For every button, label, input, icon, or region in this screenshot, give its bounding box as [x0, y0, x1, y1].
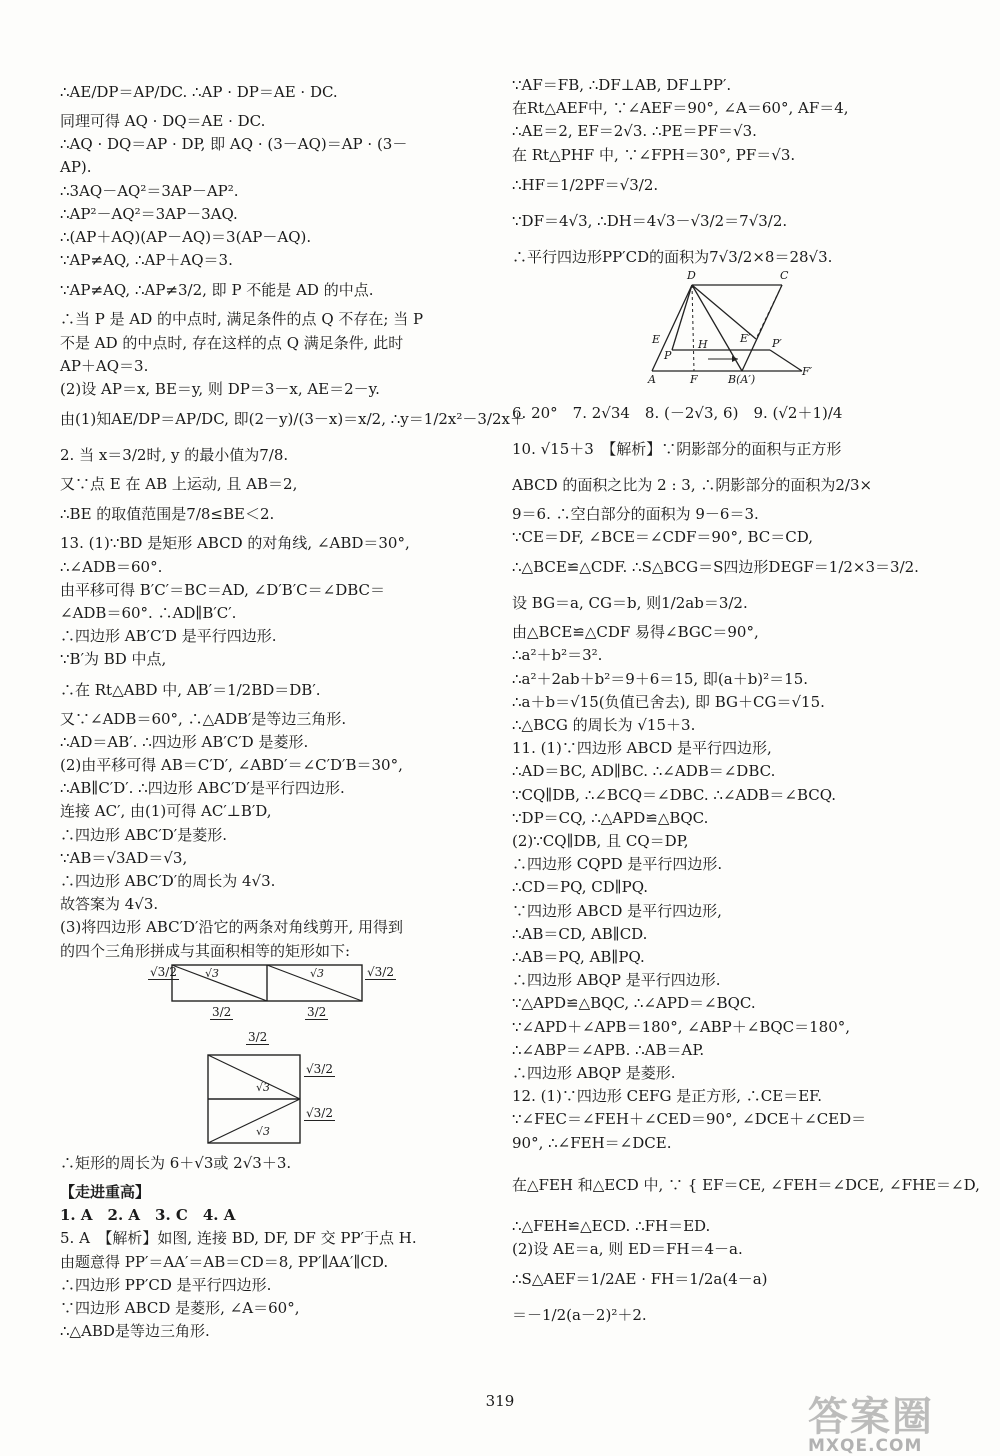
text-line: ∵AF＝FB, ∴DF⊥AB, DF⊥PP′.	[512, 76, 732, 94]
watermark-url: MXQE.COM	[808, 1436, 923, 1456]
text-line: ∴四边形 ABC′D′是菱形.	[60, 825, 227, 844]
text-line: 9＝6. ∴空白部分的面积为 9－6＝3.	[512, 504, 759, 523]
diag-label: √3	[310, 966, 325, 980]
text-line: ABCD 的面积之比为 2 : 3, ∴阴影部分的面积为2/3×	[512, 475, 873, 494]
side-label-right: √3/2	[367, 964, 394, 979]
watermark-logo	[808, 1385, 934, 1456]
point-label: E′	[740, 331, 751, 345]
text-line: ∵CQ∥DB, ∴∠BCQ＝∠DBC. ∴∠ADB＝∠BCQ.	[512, 785, 837, 804]
diag-label: √3	[256, 1080, 271, 1094]
text-line: 2. 当 x＝3/2时, y 的最小值为7/8.	[60, 446, 289, 465]
text-line: ∴四边形 AB′C′D 是平行四边形.	[60, 627, 277, 646]
text-line: ∴a²＋2ab＋b²＝9＋6＝15, 即(a＋b)²＝15.	[512, 669, 809, 688]
point-label: E	[652, 332, 661, 346]
text-line: ∵∠APD＋∠APB＝180°, ∠ABP＋∠BQC＝180°,	[512, 1017, 851, 1036]
text-line: 6. 20° 7. 2√34 8. (－2√3, 6) 9. (√2＋1)/4	[512, 403, 843, 422]
left-column	[60, 74, 525, 1343]
text-line: ∴当 P 是 AD 的中点时, 满足条件的点 Q 不存在; 当 P	[60, 310, 424, 329]
text-line: ∵B′为 BD 中点,	[60, 650, 167, 669]
text-line: ∴平行四边形PP′CD的面积为7√3/2×8＝28√3.	[512, 247, 833, 266]
text-line: (2)设 AP＝x, BE＝y, 则 DP＝3－x, AE＝2－y.	[60, 380, 380, 399]
rectangle-figure-1	[60, 963, 470, 1035]
text-line: 由(1)知AE/DP＝AP/DC, 即(2－y)/(3－x)＝x/2, ∴y＝1/2x²－3/2x＋	[60, 410, 525, 429]
text-line: 故答案为 4√3.	[60, 895, 159, 914]
text-line: ∴△FEH≌△ECD. ∴FH＝ED.	[512, 1216, 711, 1235]
text-line: ∴CD＝PQ, CD∥PQ.	[512, 878, 649, 897]
text-line: ∴BE 的取值范围是7/8≤BE＜2.	[60, 505, 275, 524]
diag-label: √3	[205, 966, 220, 980]
text-line: 连接 AC′, 由(1)可得 AC′⊥B′D,	[60, 802, 272, 821]
text-line: ∴AQ · DQ＝AP · DP, 即 AQ · (3－AQ)＝AP · (3－	[60, 135, 408, 154]
text-line: 10. √15＋3 【解析】∵阴影部分的面积与正方形	[512, 439, 842, 458]
text-line: ∴S△AEF＝1/2AE · FH＝1/2a(4－a)	[512, 1270, 768, 1289]
text-line: 在Rt△AEF中, ∵∠AEF＝90°, ∠A＝60°, AF＝4,	[512, 99, 849, 118]
text-line: ＝－1/2(a－2)²＋2.	[512, 1306, 647, 1325]
text-line: ∴AE＝2, EF＝2√3. ∴PE＝PF＝√3.	[512, 122, 757, 141]
text-line: AP＋AQ＝3.	[60, 356, 149, 375]
text-line: ∵AP≠AQ, ∴AP＋AQ＝3.	[60, 251, 233, 270]
top-label: 3/2	[248, 1029, 268, 1044]
text-line: 5. A 【解析】如图, 连接 BD, DF, DF 交 PP′于点 H.	[60, 1229, 417, 1248]
text-line: ∴在 Rt△ABD 中, AB′＝1/2BD＝DB′.	[60, 680, 321, 699]
side-label: √3/2	[306, 1061, 333, 1076]
bottom-label: 3/2	[212, 1004, 232, 1019]
text-line: ∵DP＝CQ, ∴△APD≌△BQC.	[512, 808, 709, 827]
text-line: 1. A 2. A 3. C 4. A	[60, 1206, 236, 1225]
text-line: ∴AD＝AB′. ∴四边形 AB′C′D 是菱形.	[60, 732, 309, 751]
text-line: ∵AB＝√3AD＝√3,	[60, 848, 188, 867]
point-label: F	[690, 372, 698, 386]
text-line: ∴AD＝BC, AD∥BC. ∴∠ADB＝∠DBC.	[512, 762, 776, 781]
point-label: D	[687, 268, 696, 282]
page-number: 319	[485, 1392, 515, 1410]
text-line: ∴HF＝1/2PF＝√3/2.	[512, 175, 659, 194]
text-line: ∵DF＝4√3, ∴DH＝4√3－√3/2＝7√3/2.	[512, 211, 788, 230]
text-line: ∴△ABD是等边三角形.	[60, 1322, 210, 1341]
text-line: 12. (1)∵四边形 CEFG 是正方形, ∴CE＝EF.	[512, 1087, 822, 1106]
text-line: 的四个三角形拼成与其面积相等的矩形如下:	[60, 941, 351, 960]
bottom-label: 3/2	[307, 1004, 327, 1019]
text-line: 由△BCE≌△CDF 易得∠BGC＝90°,	[512, 623, 759, 642]
text-line: 在 Rt△PHF 中, ∵∠FPH＝30°, PF＝√3.	[512, 145, 796, 164]
diag-label: √3	[256, 1124, 271, 1138]
text-line: (2)∵CQ∥DB, 且 CQ＝DP,	[512, 832, 689, 851]
text-line: ∴四边形 ABQP 是菱形.	[512, 1064, 676, 1083]
text-line: ∴(AP＋AQ)(AP－AQ)＝3(AP－AQ).	[60, 228, 312, 247]
text-line: ∵四边形 ABCD 是菱形, ∠A＝60°,	[60, 1298, 300, 1317]
text-line: ∵∠FEC＝∠FEH＋∠CED＝90°, ∠DCE＋∠CED＝	[512, 1110, 867, 1129]
parallelogram-figure	[512, 268, 932, 395]
text-line: 在△FEH 和△ECD 中, ∵ { EF＝CE, ∠FEH＝∠DCE, ∠FHE＝∠D,	[512, 1175, 980, 1194]
text-line: ∴AP²－AQ²＝3AP－3AQ.	[60, 204, 238, 223]
text-line: (2)由平移可得 AB＝C′D′, ∠ABD′＝∠C′D′B＝30°,	[60, 756, 403, 775]
point-label: P′	[772, 336, 782, 350]
text-line: ∴四边形 ABQP 是平行四边形.	[512, 971, 721, 990]
side-label-left: √3/2	[150, 964, 177, 979]
text-line: ∴a＋b＝√15(负值已舍去), 即 BG＋CG＝√15.	[512, 692, 825, 711]
text-line: AP).	[60, 158, 92, 177]
text-line: ∴3AQ－AQ²＝3AP－AP².	[60, 181, 239, 200]
watermark-text: 答案圈	[808, 1394, 934, 1440]
text-line: ∵CE＝DF, ∠BCE＝∠CDF＝90°, BC＝CD,	[512, 528, 814, 547]
text-line: ∴∠ADB＝60°.	[60, 557, 163, 576]
text-line: (2)设 AE＝a, 则 ED＝FH＝4－a.	[512, 1240, 743, 1259]
text-line: 90°, ∴∠FEH＝∠DCE.	[512, 1133, 672, 1152]
text-line: ∵AP≠AQ, ∴AP≠3/2, 即 P 不能是 AD 的中点.	[60, 281, 374, 300]
point-label: C	[780, 268, 789, 282]
point-label: P	[664, 348, 672, 362]
text-line: ∴矩形的周长为 6＋√3或 2√3＋3.	[60, 1153, 292, 1172]
section-heading: 【走进重高】	[60, 1182, 151, 1201]
text-line: ∴∠ABP＝∠APB. ∴AB＝AP.	[512, 1040, 705, 1059]
text-line: 11. (1)∵四边形 ABCD 是平行四边形,	[512, 739, 772, 758]
text-line: ∴AE/DP＝AP/DC. ∴AP · DP＝AE · DC.	[60, 83, 338, 101]
text-line: ∴AB＝PQ, AB∥PQ.	[512, 948, 645, 967]
text-line: ∴a²＋b²＝3².	[512, 646, 603, 665]
text-line: 由题意得 PP′＝AA′＝AB＝CD＝8, PP′∥AA′∥CD.	[60, 1252, 389, 1271]
text-line: 同理可得 AQ · DQ＝AE · DC.	[60, 112, 266, 130]
point-label: F′	[802, 364, 813, 378]
text-line: ∵△APD≌△BQC, ∴∠APD＝∠BQC.	[512, 994, 756, 1013]
text-line: 又∵∠ADB＝60°, ∴△ADB′是等边三角形.	[60, 709, 347, 728]
rectangle-figure-2	[60, 1029, 470, 1145]
side-label: √3/2	[306, 1105, 333, 1120]
text-line: ∵四边形 ABCD 是平行四边形,	[512, 901, 722, 920]
text-line: (3)将四边形 ABC′D′沿它的两条对角线剪开, 用得到	[60, 918, 404, 937]
text-line: ∴四边形 PP′CD 是平行四边形.	[60, 1275, 272, 1294]
text-line: 设 BG＝a, CG＝b, 则1/2ab＝3/2.	[512, 594, 748, 613]
text-line: ∴AB＝CD, AB∥CD.	[512, 924, 648, 943]
text-line: ∴AB∥C′D′. ∴四边形 ABC′D′是平行四边形.	[60, 779, 345, 798]
text-line: ∠ADB＝60°. ∴AD∥B′C′.	[60, 604, 237, 623]
text-line: 又∵点 E 在 AB 上运动, 且 AB＝2,	[60, 475, 298, 494]
point-label: H	[698, 337, 708, 351]
text-line: ∴△BCG 的周长为 √15＋3.	[512, 716, 696, 735]
text-line: ∴四边形 CQPD 是平行四边形.	[512, 855, 723, 874]
text-line: ∴△BCE≌△CDF. ∴S△BCG＝S四边形DEGF＝1/2×3＝3/2.	[512, 558, 919, 577]
text-line: 13. (1)∵BD 是矩形 ABCD 的对角线, ∠ABD＝30°,	[60, 534, 410, 553]
right-column	[512, 74, 980, 1333]
text-line: ∴四边形 ABC′D′的周长为 4√3.	[60, 872, 276, 891]
text-line: 不是 AD 的中点时, 存在这样的点 Q 满足条件, 此时	[60, 333, 404, 352]
text-line: 由平移可得 B′C′＝BC＝AD, ∠D′B′C＝∠DBC＝	[60, 580, 385, 599]
point-label: A	[648, 372, 656, 386]
point-label: B(A′)	[728, 372, 756, 386]
